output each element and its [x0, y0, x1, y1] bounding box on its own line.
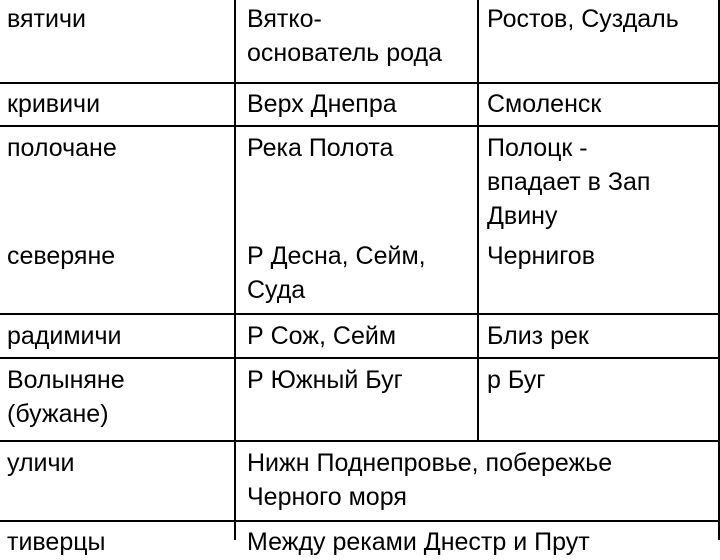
merged-cell: Между реками Днестр и Прут	[247, 528, 590, 556]
tribe-cell: полочане	[7, 134, 117, 162]
row-divider	[0, 440, 720, 442]
city-cell: р Буг	[487, 366, 546, 394]
place-cell: Река Полота	[247, 134, 394, 162]
tribe-cell: (бужане)	[7, 400, 109, 428]
place-cell: Р Южный Буг	[247, 366, 403, 394]
tribe-cell: радимичи	[7, 322, 122, 350]
row-divider	[0, 82, 720, 84]
column-divider	[477, 0, 479, 440]
city-cell: Близ рек	[487, 322, 589, 350]
place-cell: Р Сож, Сейм	[247, 322, 397, 350]
tribe-cell: Волыняне	[7, 366, 125, 394]
place-cell: Суда	[247, 276, 306, 304]
merged-cell: Черного моря	[247, 483, 407, 511]
tribe-cell: северяне	[7, 242, 116, 270]
city-cell: Смоленск	[487, 90, 602, 118]
row-divider	[0, 313, 720, 315]
tribe-cell: уличи	[7, 449, 75, 477]
place-cell: Р Десна, Сейм,	[247, 242, 426, 270]
column-divider	[234, 0, 236, 540]
place-cell: Верх Днепра	[247, 90, 397, 118]
tribe-cell: вятичи	[7, 5, 86, 33]
city-cell: Полоцк -	[487, 134, 588, 162]
place-cell: Вятко-	[247, 5, 322, 33]
city-cell: Чернигов	[487, 242, 595, 270]
row-divider	[0, 520, 720, 522]
merged-cell: Нижн Поднепровье, побережье	[247, 449, 613, 477]
row-divider	[0, 357, 720, 359]
city-cell: Двину	[487, 202, 558, 230]
place-cell: основатель рода	[247, 39, 443, 67]
tribe-cell: тиверцы	[7, 528, 106, 556]
row-divider	[0, 125, 720, 127]
city-cell: впадает в Зап	[487, 168, 651, 196]
city-cell: Ростов, Суздаль	[487, 5, 679, 33]
tribe-cell: кривичи	[7, 90, 101, 118]
